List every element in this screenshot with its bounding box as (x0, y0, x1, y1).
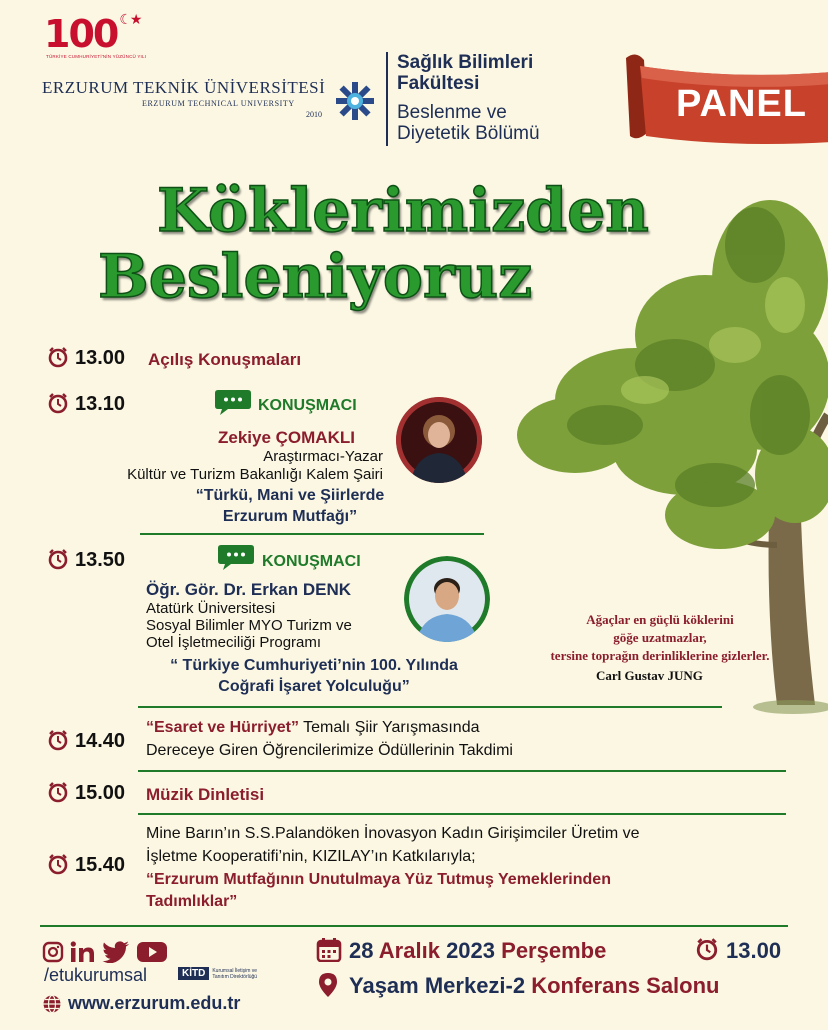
speaker-unit: Sosyal Bilimler MYO Turizm ve (146, 617, 352, 634)
calendar-icon (316, 938, 342, 962)
speaker-badge: KONUŞMACI (262, 553, 361, 570)
clock-icon (47, 346, 69, 368)
clock-icon (47, 392, 69, 414)
faculty-name: Sağlık Bilimleri Fakültesi (397, 52, 534, 94)
tasting-line-2: İşletme Kooperatifi’nin, KIZILAY’ın Katkılarıyla; (146, 848, 476, 865)
founded-year: 2010 (306, 110, 322, 119)
talk-title: “ Türkiye Cumhuriyeti’nin 100. Yılında Coğrafi İşaret Yolculuğu” (170, 657, 458, 695)
speaker-role: Araştırmacı-Yazar (263, 448, 383, 465)
speaker-program: Otel İşletmeciliği Programı (146, 634, 322, 651)
speaker-photo (396, 397, 482, 483)
speaker-title: Kültür ve Turizm Bakanlığı Kalem Şairi (127, 466, 383, 483)
award-line-2: Dereceye Giren Öğrencilerimize Ödüllerinin Takdimi (146, 742, 513, 759)
talk-title: “Türkü, Mani ve Şiirlerde Erzurum Mutfağı” (195, 487, 385, 525)
clock-icon (695, 937, 719, 961)
quote-author: Carl Gustav JUNG (596, 668, 703, 683)
title-line-1: Köklerimizden (157, 176, 649, 246)
divider (138, 770, 786, 772)
event-venue: Yaşam Merkezi-2 Konferans Salonu (349, 973, 720, 998)
clock-icon (47, 853, 69, 875)
award-line-1: “Esaret ve Hürriyet” Temalı Şiir Yarışmasında (146, 719, 480, 736)
instagram-icon[interactable] (42, 941, 64, 963)
speaker-affiliation: Atatürk Üniversitesi (146, 600, 276, 617)
linkedin-icon[interactable] (70, 941, 96, 963)
header-divider (386, 52, 388, 146)
time-1440: 14.40 (75, 730, 126, 752)
event-date: 28 Aralık 2023 Perşembe (349, 938, 607, 963)
speaker-badge: KONUŞMACI (258, 397, 357, 414)
centenary-logo: 100 ☾★ (44, 12, 141, 56)
panel-label: PANEL (676, 83, 807, 125)
music-recital: Müzik Dinletisi (146, 785, 265, 804)
social-icons (42, 941, 168, 963)
divider (138, 706, 722, 708)
divider (140, 533, 484, 535)
divider (40, 925, 788, 927)
time-1310: 13.10 (75, 393, 126, 415)
time-1300: 13.00 (75, 347, 126, 369)
jung-quote: Ağaçlar en güçlü köklerini göğe uzatmazlar, tersine toprağın derinliklerine gizlerler. (550, 612, 770, 663)
youtube-icon[interactable] (136, 941, 168, 963)
start-time: 13.00 (726, 938, 782, 963)
location-pin-icon (318, 972, 338, 998)
clock-icon (47, 729, 69, 751)
university-name-tr: ERZURUM TEKNİK ÜNİVERSİTESİ (42, 78, 326, 97)
title-line-2: Besleniyoruz (98, 242, 533, 312)
chat-bubble-icon (214, 388, 252, 416)
time-1500: 15.00 (75, 782, 126, 804)
university-name-en: ERZURUM TECHNICAL UNIVERSITY (142, 99, 295, 108)
clock-icon (47, 548, 69, 570)
social-handle[interactable]: /etukurumsal (44, 965, 148, 985)
university-emblem-icon (334, 80, 376, 122)
kitd-logo: KİTD Kurumsal İletişim ve Tanıtım Direktörlüğü (178, 967, 257, 980)
tasting-line-4: Tadımlıklar” (146, 893, 238, 910)
globe-icon (42, 994, 62, 1014)
time-1350: 13.50 (75, 549, 126, 571)
tasting-line-3: “Erzurum Mutfağının Unutulmaya Yüz Tutmuş Yemeklerinden (146, 871, 611, 888)
divider (138, 813, 786, 815)
department-name: Beslenme ve Diyetetik Bölümü (397, 102, 540, 144)
speaker-name: Zekiye ÇOMAKLI (218, 428, 355, 447)
chat-bubble-icon (217, 543, 255, 571)
tasting-line-1: Mine Barın’ın S.S.Palandöken İnovasyon Kadın Girişimciler Üretim ve (146, 825, 640, 842)
time-1540: 15.40 (75, 854, 126, 876)
speaker-name: Öğr. Gör. Dr. Erkan DENK (146, 580, 352, 599)
centenary-caption: TÜRKİYE CUMHURİYETİ'NİN YÜZÜNCÜ YILI (46, 54, 147, 59)
clock-icon (47, 781, 69, 803)
opening-speeches: Açılış Konuşmaları (148, 350, 302, 369)
website-link[interactable]: www.erzurum.edu.tr (68, 993, 241, 1013)
crescent-star-icon: ☾★ (119, 12, 141, 28)
speaker-photo (404, 556, 490, 642)
twitter-icon[interactable] (102, 941, 130, 963)
